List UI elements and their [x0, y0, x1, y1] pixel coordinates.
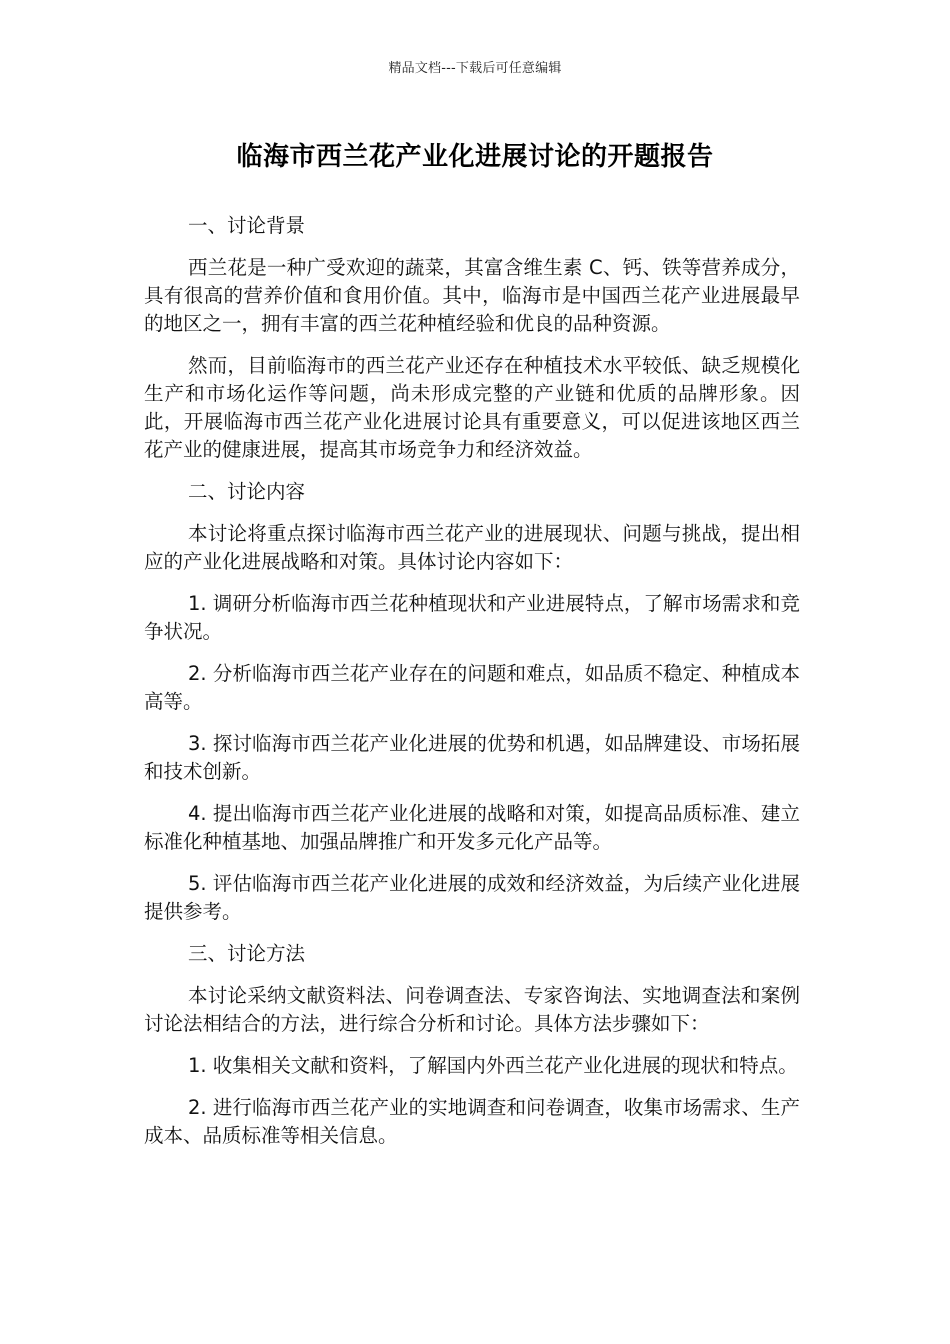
- list-item-content-2: 2. 分析临海市西兰花产业存在的问题和难点，如品质不稳定、种植成本高等。: [144, 662, 800, 713]
- paragraph-background-1: 西兰花是一种广受欢迎的蔬菜，其富含维生素 C、钙、铁等营养成分，具有很高的营养价值和食用价值。其中，临海市是中国西兰花产业进展最早的地区之一，拥有丰富的西兰花种植经验和优良的品种资源。: [144, 256, 800, 335]
- list-item-content-3: 3. 探讨临海市西兰花产业化进展的优势和机遇，如品牌建设、市场拓展和技术创新。: [144, 732, 800, 783]
- list-item-methods-2: 2. 进行临海市西兰花产业的实地调查和问卷调查，收集市场需求、生产成本、品质标准等相关信息。: [144, 1096, 800, 1147]
- page-header-note: 精品文档---下载后可任意编辑: [388, 61, 562, 76]
- paragraph-methods-intro: 本讨论采纳文献资料法、问卷调查法、专家咨询法、实地调查法和案例讨论法相结合的方法，进行综合分析和讨论。具体方法步骤如下：: [144, 984, 800, 1035]
- document-title: 临海市西兰花产业化进展讨论的开题报告: [236, 142, 714, 172]
- document-body: [144, 212, 800, 1164]
- section-heading-content: 二、讨论内容: [188, 480, 306, 503]
- list-item-content-1: 1. 调研分析临海市西兰花种植现状和产业进展特点，了解市场需求和竞争状况。: [144, 592, 800, 643]
- section-heading-methods: 三、讨论方法: [188, 942, 306, 965]
- paragraph-background-2: 然而，目前临海市的西兰花产业还存在种植技术水平较低、缺乏规模化生产和市场化运作等问题，尚未形成完整的产业链和优质的品牌形象。因此，开展临海市西兰花产业化进展讨论具有重要意义，可以促进该地区西兰花产业的健康进展，提高其市场竞争力和经济效益。: [144, 354, 800, 461]
- list-item-content-4: 4. 提出临海市西兰花产业化进展的战略和对策，如提高品质标准、建立标准化种植基地、加强品牌推广和开发多元化产品等。: [144, 802, 800, 853]
- list-item-content-5: 5. 评估临海市西兰花产业化进展的成效和经济效益，为后续产业化进展提供参考。: [144, 872, 800, 923]
- section-heading-background: 一、讨论背景: [188, 214, 306, 237]
- list-item-methods-1: 1. 收集相关文献和资料，了解国内外西兰花产业化进展的现状和特点。: [188, 1054, 798, 1077]
- paragraph-content-intro: 本讨论将重点探讨临海市西兰花产业的进展现状、问题与挑战，提出相应的产业化进展战略和对策。具体讨论内容如下：: [144, 522, 800, 573]
